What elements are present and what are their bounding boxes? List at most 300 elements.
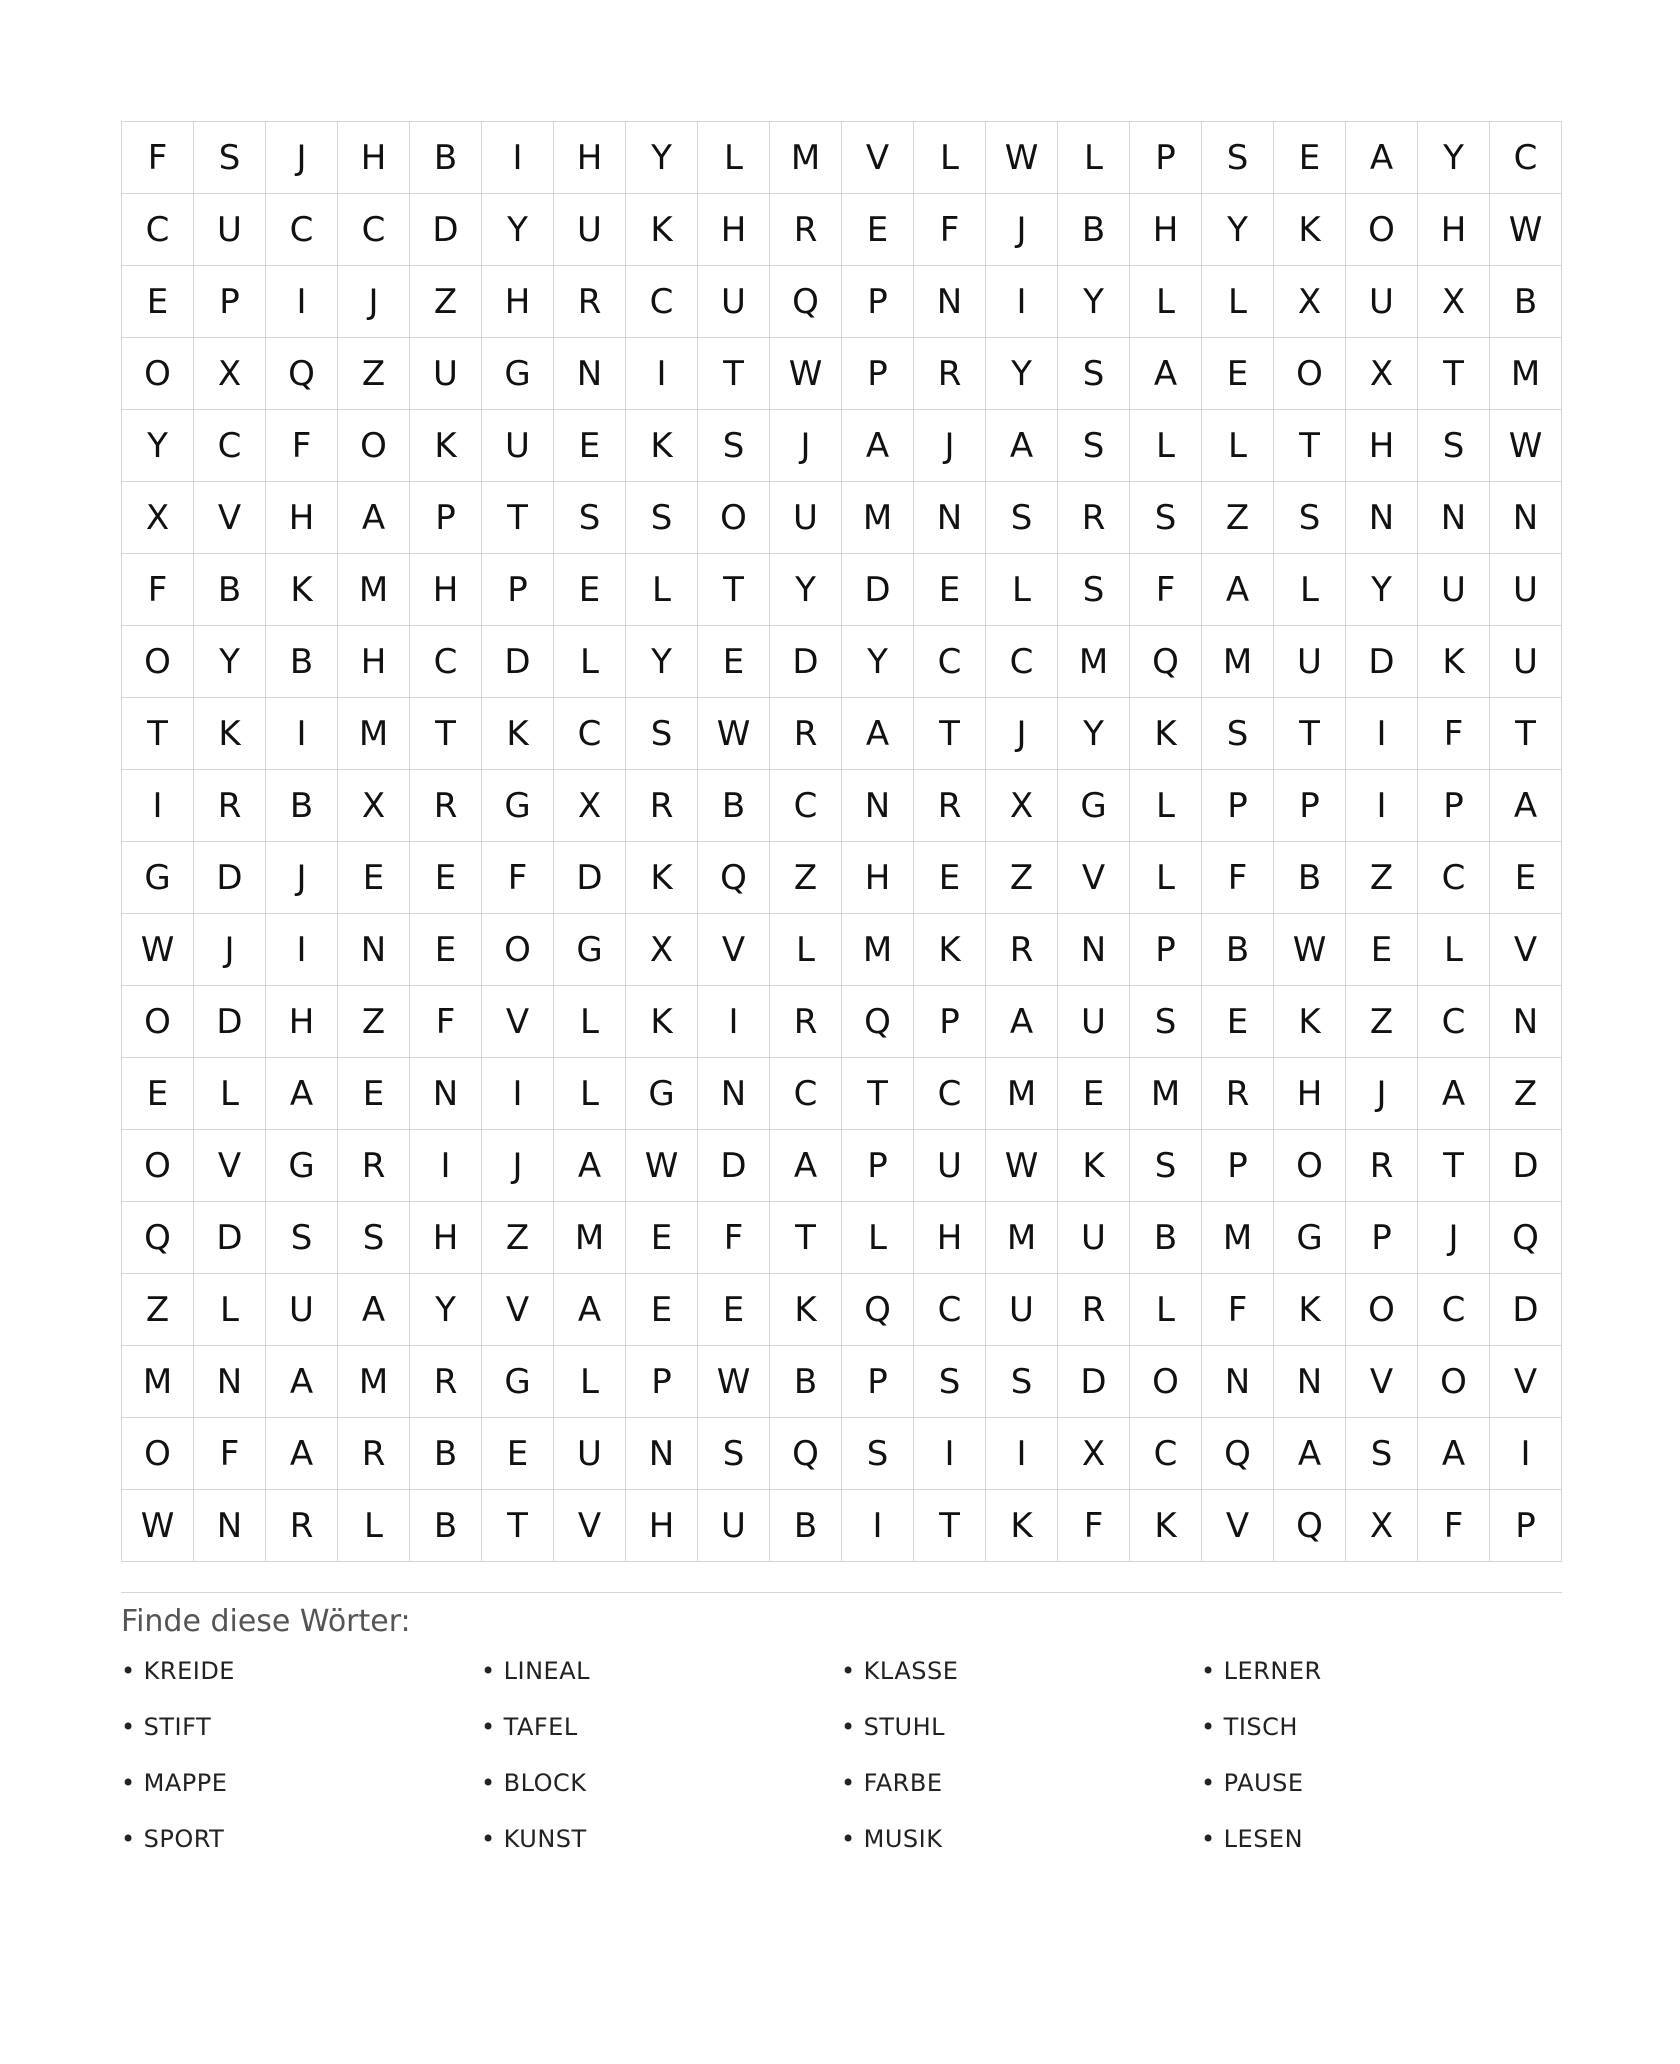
grid-cell[interactable]: L [1130, 1274, 1202, 1346]
grid-cell[interactable]: A [1130, 338, 1202, 410]
grid-cell[interactable]: Y [1202, 194, 1274, 266]
grid-cell[interactable]: F [1130, 554, 1202, 626]
grid-cell[interactable]: Y [842, 626, 914, 698]
grid-cell[interactable]: E [626, 1274, 698, 1346]
grid-cell[interactable]: E [698, 1274, 770, 1346]
grid-cell[interactable]: D [698, 1130, 770, 1202]
grid-cell[interactable]: U [698, 266, 770, 338]
grid-cell[interactable]: W [1274, 914, 1346, 986]
grid-cell[interactable]: J [1418, 1202, 1490, 1274]
grid-cell[interactable]: C [986, 626, 1058, 698]
grid-cell[interactable]: I [266, 914, 338, 986]
grid-cell[interactable]: P [914, 986, 986, 1058]
grid-cell[interactable]: A [1346, 122, 1418, 194]
grid-cell[interactable]: M [1130, 1058, 1202, 1130]
grid-cell[interactable]: N [410, 1058, 482, 1130]
grid-cell[interactable]: X [1346, 1490, 1418, 1562]
grid-cell[interactable]: Z [770, 842, 842, 914]
grid-cell[interactable]: C [770, 1058, 842, 1130]
grid-cell[interactable]: A [338, 1274, 410, 1346]
grid-cell[interactable]: R [338, 1418, 410, 1490]
grid-cell[interactable]: W [626, 1130, 698, 1202]
grid-cell[interactable]: F [1202, 842, 1274, 914]
grid-cell[interactable]: O [1346, 194, 1418, 266]
grid-cell[interactable]: H [338, 626, 410, 698]
grid-cell[interactable]: I [482, 122, 554, 194]
grid-cell[interactable]: S [1202, 122, 1274, 194]
grid-cell[interactable]: R [194, 770, 266, 842]
grid-cell[interactable]: K [194, 698, 266, 770]
grid-cell[interactable]: E [914, 554, 986, 626]
grid-cell[interactable]: U [1346, 266, 1418, 338]
grid-cell[interactable]: J [1346, 1058, 1418, 1130]
grid-cell[interactable]: S [1130, 482, 1202, 554]
grid-cell[interactable]: T [1418, 338, 1490, 410]
grid-cell[interactable]: S [1346, 1418, 1418, 1490]
grid-cell[interactable]: N [914, 482, 986, 554]
grid-cell[interactable]: N [1274, 1346, 1346, 1418]
grid-cell[interactable]: V [698, 914, 770, 986]
grid-cell[interactable]: P [194, 266, 266, 338]
grid-cell[interactable]: S [842, 1418, 914, 1490]
grid-cell[interactable]: B [266, 626, 338, 698]
grid-cell[interactable]: Z [338, 986, 410, 1058]
grid-cell[interactable]: E [1058, 1058, 1130, 1130]
grid-cell[interactable]: L [1202, 410, 1274, 482]
grid-cell[interactable]: Y [986, 338, 1058, 410]
grid-cell[interactable]: B [194, 554, 266, 626]
grid-cell[interactable]: V [194, 482, 266, 554]
grid-cell[interactable]: T [1490, 698, 1562, 770]
grid-cell[interactable]: G [266, 1130, 338, 1202]
grid-cell[interactable]: N [842, 770, 914, 842]
grid-cell[interactable]: P [842, 266, 914, 338]
grid-cell[interactable]: L [1130, 770, 1202, 842]
grid-cell[interactable]: J [914, 410, 986, 482]
grid-cell[interactable]: E [1202, 986, 1274, 1058]
grid-cell[interactable]: L [1130, 410, 1202, 482]
grid-cell[interactable]: S [1130, 986, 1202, 1058]
grid-cell[interactable]: Z [1202, 482, 1274, 554]
grid-cell[interactable]: M [554, 1202, 626, 1274]
grid-cell[interactable]: K [1058, 1130, 1130, 1202]
grid-cell[interactable]: W [698, 1346, 770, 1418]
grid-cell[interactable]: H [1418, 194, 1490, 266]
grid-cell[interactable]: I [482, 1058, 554, 1130]
grid-cell[interactable]: E [410, 914, 482, 986]
grid-cell[interactable]: C [626, 266, 698, 338]
grid-cell[interactable]: M [1058, 626, 1130, 698]
grid-cell[interactable]: E [554, 554, 626, 626]
grid-cell[interactable]: M [986, 1058, 1058, 1130]
grid-cell[interactable]: M [1490, 338, 1562, 410]
grid-cell[interactable]: D [1058, 1346, 1130, 1418]
grid-cell[interactable]: N [338, 914, 410, 986]
grid-cell[interactable]: Z [122, 1274, 194, 1346]
grid-cell[interactable]: S [914, 1346, 986, 1418]
grid-cell[interactable]: K [986, 1490, 1058, 1562]
grid-cell[interactable]: Y [194, 626, 266, 698]
grid-cell[interactable]: O [122, 338, 194, 410]
grid-cell[interactable]: B [410, 1418, 482, 1490]
grid-cell[interactable]: P [1274, 770, 1346, 842]
grid-cell[interactable]: N [1058, 914, 1130, 986]
grid-cell[interactable]: F [1418, 1490, 1490, 1562]
grid-cell[interactable]: D [1346, 626, 1418, 698]
grid-cell[interactable]: V [1490, 1346, 1562, 1418]
grid-cell[interactable]: U [194, 194, 266, 266]
grid-cell[interactable]: E [338, 842, 410, 914]
grid-cell[interactable]: E [698, 626, 770, 698]
grid-cell[interactable]: P [1346, 1202, 1418, 1274]
grid-cell[interactable]: C [914, 1274, 986, 1346]
grid-cell[interactable]: E [914, 842, 986, 914]
grid-cell[interactable]: A [842, 410, 914, 482]
grid-cell[interactable]: I [842, 1490, 914, 1562]
grid-cell[interactable]: E [1346, 914, 1418, 986]
grid-cell[interactable]: I [1346, 770, 1418, 842]
grid-cell[interactable]: H [266, 986, 338, 1058]
grid-cell[interactable]: M [338, 554, 410, 626]
grid-cell[interactable]: Z [1346, 842, 1418, 914]
grid-cell[interactable]: F [482, 842, 554, 914]
grid-cell[interactable]: G [626, 1058, 698, 1130]
grid-cell[interactable]: J [338, 266, 410, 338]
grid-cell[interactable]: L [554, 1346, 626, 1418]
grid-cell[interactable]: C [554, 698, 626, 770]
grid-cell[interactable]: T [914, 698, 986, 770]
grid-cell[interactable]: S [986, 482, 1058, 554]
grid-cell[interactable]: X [1346, 338, 1418, 410]
grid-cell[interactable]: L [554, 1058, 626, 1130]
grid-cell[interactable]: K [914, 914, 986, 986]
grid-cell[interactable]: T [1274, 698, 1346, 770]
grid-cell[interactable]: L [554, 986, 626, 1058]
grid-cell[interactable]: E [122, 266, 194, 338]
grid-cell[interactable]: F [914, 194, 986, 266]
grid-cell[interactable]: G [1058, 770, 1130, 842]
grid-cell[interactable]: D [194, 1202, 266, 1274]
grid-cell[interactable]: V [842, 122, 914, 194]
grid-cell[interactable]: V [1202, 1490, 1274, 1562]
grid-cell[interactable]: I [626, 338, 698, 410]
grid-cell[interactable]: K [1418, 626, 1490, 698]
grid-cell[interactable]: W [986, 1130, 1058, 1202]
grid-cell[interactable]: P [842, 1130, 914, 1202]
grid-cell[interactable]: I [986, 266, 1058, 338]
grid-cell[interactable]: J [986, 698, 1058, 770]
grid-cell[interactable]: H [914, 1202, 986, 1274]
grid-cell[interactable]: P [1490, 1490, 1562, 1562]
grid-cell[interactable]: H [482, 266, 554, 338]
grid-cell[interactable]: K [1274, 986, 1346, 1058]
grid-cell[interactable]: E [122, 1058, 194, 1130]
grid-cell[interactable]: Z [338, 338, 410, 410]
grid-cell[interactable]: N [1202, 1346, 1274, 1418]
grid-cell[interactable]: L [626, 554, 698, 626]
grid-cell[interactable]: P [1202, 770, 1274, 842]
grid-cell[interactable]: O [122, 986, 194, 1058]
grid-cell[interactable]: Y [626, 626, 698, 698]
grid-cell[interactable]: K [626, 194, 698, 266]
grid-cell[interactable]: C [1418, 986, 1490, 1058]
grid-cell[interactable]: A [1490, 770, 1562, 842]
grid-cell[interactable]: Q [122, 1202, 194, 1274]
grid-cell[interactable]: G [1274, 1202, 1346, 1274]
grid-cell[interactable]: W [1490, 194, 1562, 266]
grid-cell[interactable]: R [338, 1130, 410, 1202]
grid-cell[interactable]: L [1130, 266, 1202, 338]
grid-cell[interactable]: D [194, 842, 266, 914]
grid-cell[interactable]: D [482, 626, 554, 698]
grid-cell[interactable]: R [1346, 1130, 1418, 1202]
grid-cell[interactable]: Y [1346, 554, 1418, 626]
grid-cell[interactable]: U [1058, 986, 1130, 1058]
grid-cell[interactable]: V [1058, 842, 1130, 914]
grid-cell[interactable]: V [194, 1130, 266, 1202]
grid-cell[interactable]: J [266, 842, 338, 914]
grid-cell[interactable]: E [1274, 122, 1346, 194]
grid-cell[interactable]: U [1058, 1202, 1130, 1274]
grid-cell[interactable]: M [1202, 1202, 1274, 1274]
grid-cell[interactable]: C [266, 194, 338, 266]
grid-cell[interactable]: L [842, 1202, 914, 1274]
grid-cell[interactable]: Z [1490, 1058, 1562, 1130]
grid-cell[interactable]: N [914, 266, 986, 338]
grid-cell[interactable]: E [626, 1202, 698, 1274]
grid-cell[interactable]: O [122, 626, 194, 698]
grid-cell[interactable]: Y [1418, 122, 1490, 194]
grid-cell[interactable]: D [410, 194, 482, 266]
grid-cell[interactable]: D [842, 554, 914, 626]
grid-cell[interactable]: U [1490, 626, 1562, 698]
grid-cell[interactable]: Q [1490, 1202, 1562, 1274]
grid-cell[interactable]: O [338, 410, 410, 482]
grid-cell[interactable]: S [698, 410, 770, 482]
grid-cell[interactable]: Z [986, 842, 1058, 914]
grid-cell[interactable]: R [986, 914, 1058, 986]
grid-cell[interactable]: U [1418, 554, 1490, 626]
grid-cell[interactable]: R [1058, 1274, 1130, 1346]
grid-cell[interactable]: L [914, 122, 986, 194]
grid-cell[interactable]: U [698, 1490, 770, 1562]
grid-cell[interactable]: F [194, 1418, 266, 1490]
grid-cell[interactable]: K [626, 842, 698, 914]
grid-cell[interactable]: B [1058, 194, 1130, 266]
grid-cell[interactable]: P [410, 482, 482, 554]
grid-cell[interactable]: R [770, 698, 842, 770]
grid-cell[interactable]: T [122, 698, 194, 770]
grid-cell[interactable]: A [554, 1274, 626, 1346]
grid-cell[interactable]: E [1490, 842, 1562, 914]
grid-cell[interactable]: A [842, 698, 914, 770]
grid-cell[interactable]: B [1202, 914, 1274, 986]
grid-cell[interactable]: B [266, 770, 338, 842]
grid-cell[interactable]: B [698, 770, 770, 842]
grid-cell[interactable]: E [554, 410, 626, 482]
grid-cell[interactable]: Q [266, 338, 338, 410]
grid-cell[interactable]: N [194, 1346, 266, 1418]
grid-cell[interactable]: E [482, 1418, 554, 1490]
grid-cell[interactable]: L [1202, 266, 1274, 338]
grid-cell[interactable]: G [122, 842, 194, 914]
grid-cell[interactable]: P [1130, 914, 1202, 986]
grid-cell[interactable]: E [842, 194, 914, 266]
grid-cell[interactable]: G [482, 770, 554, 842]
grid-cell[interactable]: C [338, 194, 410, 266]
grid-cell[interactable]: D [1490, 1274, 1562, 1346]
grid-cell[interactable]: T [1418, 1130, 1490, 1202]
grid-cell[interactable]: H [410, 1202, 482, 1274]
grid-cell[interactable]: R [1058, 482, 1130, 554]
grid-cell[interactable]: P [1130, 122, 1202, 194]
grid-cell[interactable]: O [1418, 1346, 1490, 1418]
grid-cell[interactable]: X [1274, 266, 1346, 338]
grid-cell[interactable]: T [1274, 410, 1346, 482]
grid-cell[interactable]: W [986, 122, 1058, 194]
grid-cell[interactable]: B [410, 122, 482, 194]
grid-cell[interactable]: T [410, 698, 482, 770]
grid-cell[interactable]: A [1418, 1418, 1490, 1490]
grid-cell[interactable]: L [554, 626, 626, 698]
grid-cell[interactable]: T [770, 1202, 842, 1274]
grid-cell[interactable]: D [1490, 1130, 1562, 1202]
grid-cell[interactable]: X [1058, 1418, 1130, 1490]
grid-cell[interactable]: P [842, 1346, 914, 1418]
grid-cell[interactable]: S [338, 1202, 410, 1274]
grid-cell[interactable]: X [338, 770, 410, 842]
grid-cell[interactable]: U [914, 1130, 986, 1202]
grid-cell[interactable]: P [626, 1346, 698, 1418]
grid-cell[interactable]: I [266, 266, 338, 338]
grid-cell[interactable]: A [266, 1058, 338, 1130]
grid-cell[interactable]: M [770, 122, 842, 194]
grid-cell[interactable]: Q [1130, 626, 1202, 698]
grid-cell[interactable]: Z [410, 266, 482, 338]
grid-cell[interactable]: Y [410, 1274, 482, 1346]
grid-cell[interactable]: L [986, 554, 1058, 626]
grid-cell[interactable]: Y [1058, 698, 1130, 770]
grid-cell[interactable]: P [1202, 1130, 1274, 1202]
grid-cell[interactable]: K [482, 698, 554, 770]
grid-cell[interactable]: O [1346, 1274, 1418, 1346]
grid-cell[interactable]: A [338, 482, 410, 554]
grid-cell[interactable]: R [1202, 1058, 1274, 1130]
grid-cell[interactable]: U [986, 1274, 1058, 1346]
grid-cell[interactable]: I [266, 698, 338, 770]
grid-cell[interactable]: A [266, 1346, 338, 1418]
grid-cell[interactable]: J [770, 410, 842, 482]
grid-cell[interactable]: G [482, 1346, 554, 1418]
grid-cell[interactable]: B [770, 1346, 842, 1418]
grid-cell[interactable]: R [770, 194, 842, 266]
grid-cell[interactable]: C [122, 194, 194, 266]
grid-cell[interactable]: T [914, 1490, 986, 1562]
grid-cell[interactable]: R [914, 338, 986, 410]
grid-cell[interactable]: S [698, 1418, 770, 1490]
grid-cell[interactable]: K [770, 1274, 842, 1346]
grid-cell[interactable]: O [698, 482, 770, 554]
grid-cell[interactable]: Q [770, 266, 842, 338]
grid-cell[interactable]: M [338, 1346, 410, 1418]
grid-cell[interactable]: I [122, 770, 194, 842]
grid-cell[interactable]: N [1418, 482, 1490, 554]
grid-cell[interactable]: C [1418, 1274, 1490, 1346]
grid-cell[interactable]: A [1418, 1058, 1490, 1130]
grid-cell[interactable]: T [482, 482, 554, 554]
grid-cell[interactable]: U [770, 482, 842, 554]
grid-cell[interactable]: B [410, 1490, 482, 1562]
grid-cell[interactable]: L [1058, 122, 1130, 194]
grid-cell[interactable]: R [554, 266, 626, 338]
grid-cell[interactable]: D [554, 842, 626, 914]
grid-cell[interactable]: U [554, 194, 626, 266]
grid-cell[interactable]: H [626, 1490, 698, 1562]
grid-cell[interactable]: T [482, 1490, 554, 1562]
grid-cell[interactable]: F [1418, 698, 1490, 770]
grid-cell[interactable]: G [554, 914, 626, 986]
grid-cell[interactable]: Q [698, 842, 770, 914]
grid-cell[interactable]: S [626, 698, 698, 770]
grid-cell[interactable]: V [1490, 914, 1562, 986]
grid-cell[interactable]: J [482, 1130, 554, 1202]
grid-cell[interactable]: L [1274, 554, 1346, 626]
grid-cell[interactable]: M [986, 1202, 1058, 1274]
grid-cell[interactable]: O [122, 1418, 194, 1490]
grid-cell[interactable]: L [194, 1274, 266, 1346]
grid-cell[interactable]: N [1490, 482, 1562, 554]
grid-cell[interactable]: H [338, 122, 410, 194]
grid-cell[interactable]: F [410, 986, 482, 1058]
grid-cell[interactable]: K [1274, 194, 1346, 266]
grid-cell[interactable]: I [986, 1418, 1058, 1490]
grid-cell[interactable]: A [1202, 554, 1274, 626]
grid-cell[interactable]: U [1490, 554, 1562, 626]
grid-cell[interactable]: S [1058, 554, 1130, 626]
grid-cell[interactable]: S [1130, 1130, 1202, 1202]
grid-cell[interactable]: M [842, 482, 914, 554]
grid-cell[interactable]: S [266, 1202, 338, 1274]
grid-cell[interactable]: H [266, 482, 338, 554]
grid-cell[interactable]: Q [842, 986, 914, 1058]
grid-cell[interactable]: N [1346, 482, 1418, 554]
grid-cell[interactable]: S [554, 482, 626, 554]
grid-cell[interactable]: I [1346, 698, 1418, 770]
grid-cell[interactable]: Y [122, 410, 194, 482]
grid-cell[interactable]: D [194, 986, 266, 1058]
grid-cell[interactable]: Q [1274, 1490, 1346, 1562]
grid-cell[interactable]: X [1418, 266, 1490, 338]
grid-cell[interactable]: A [770, 1130, 842, 1202]
grid-cell[interactable]: R [770, 986, 842, 1058]
grid-cell[interactable]: A [986, 410, 1058, 482]
grid-cell[interactable]: C [1418, 842, 1490, 914]
grid-cell[interactable]: K [1274, 1274, 1346, 1346]
grid-cell[interactable]: M [338, 698, 410, 770]
grid-cell[interactable]: F [1058, 1490, 1130, 1562]
grid-cell[interactable]: D [770, 626, 842, 698]
grid-cell[interactable]: Y [482, 194, 554, 266]
grid-cell[interactable]: O [482, 914, 554, 986]
grid-cell[interactable]: C [194, 410, 266, 482]
grid-cell[interactable]: L [770, 914, 842, 986]
grid-cell[interactable]: S [1058, 338, 1130, 410]
grid-cell[interactable]: S [1202, 698, 1274, 770]
grid-cell[interactable]: K [626, 986, 698, 1058]
grid-cell[interactable]: Z [482, 1202, 554, 1274]
grid-cell[interactable]: C [914, 626, 986, 698]
grid-cell[interactable]: B [1490, 266, 1562, 338]
